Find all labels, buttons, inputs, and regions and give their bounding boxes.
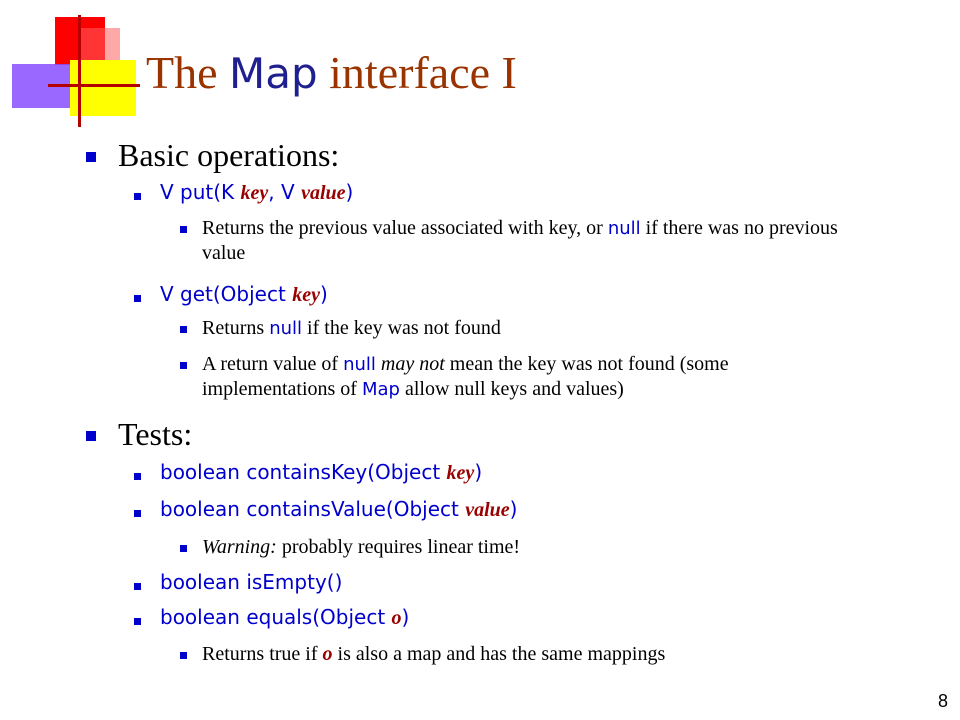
decor-vertical-line xyxy=(78,15,81,127)
bullet-square xyxy=(86,152,96,162)
bullet-square xyxy=(180,226,187,233)
decor-horizontal-line xyxy=(48,84,140,87)
bullet-square xyxy=(134,295,141,302)
equals-description: Returns true if o is also a map and has the same mappings xyxy=(202,643,666,665)
bullet-square xyxy=(134,193,141,200)
method-isempty: boolean isEmpty() xyxy=(160,570,343,594)
bullet-square xyxy=(180,326,187,333)
method-put: V put(K key, V value) xyxy=(160,180,354,204)
bullet-square xyxy=(86,431,96,441)
bullet-square xyxy=(134,583,141,590)
decor-pink-square xyxy=(78,28,120,60)
get-description-1: Returns null if the key was not found xyxy=(202,317,501,339)
page-number: 8 xyxy=(937,691,948,711)
method-get: V get(Object key) xyxy=(160,282,328,306)
bullet-square xyxy=(180,362,187,369)
heading-basic-operations: Basic operations: xyxy=(118,137,340,173)
put-description: Returns the previous value associated with key, or null if there was no previous value xyxy=(202,217,838,264)
bullet-square xyxy=(134,473,141,480)
bullet-square xyxy=(134,618,141,625)
method-containsvalue: boolean containsValue(Object value) xyxy=(160,497,518,521)
heading-tests: Tests: xyxy=(118,416,193,452)
bullet-square xyxy=(180,652,187,659)
method-equals: boolean equals(Object o) xyxy=(160,605,410,629)
warning-text: Warning: probably requires linear time! xyxy=(202,536,521,558)
bullet-square xyxy=(134,510,141,517)
method-containskey: boolean containsKey(Object key) xyxy=(160,460,483,484)
get-description-2: A return value of null may not mean the key was not found (some implementations of Map allow null keys and values) xyxy=(202,353,729,400)
bullet-square xyxy=(180,545,187,552)
slide-title: The Map interface I xyxy=(146,47,517,98)
